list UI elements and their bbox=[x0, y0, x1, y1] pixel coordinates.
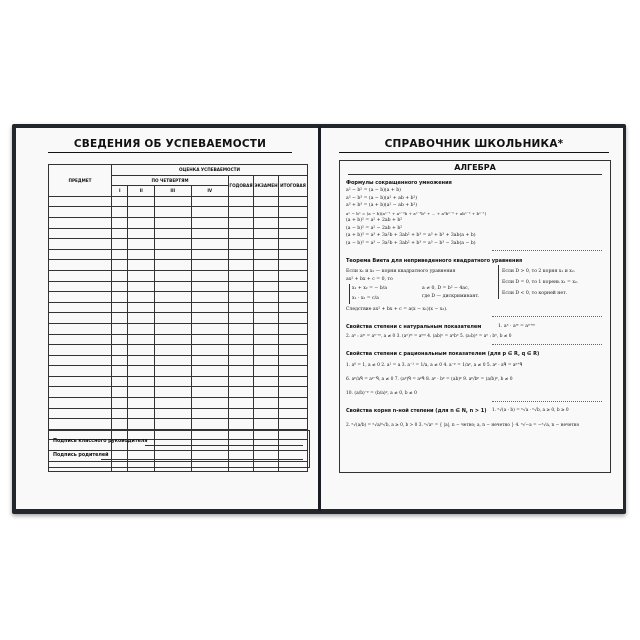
heading-formulas: Формулы сокращенного умножения bbox=[346, 180, 452, 186]
subject-cell[interactable] bbox=[49, 217, 112, 228]
vieta-brace bbox=[349, 284, 350, 304]
grade-cell[interactable] bbox=[128, 345, 155, 356]
col-quarter-1: I bbox=[112, 186, 128, 197]
grade-cell[interactable] bbox=[229, 249, 254, 260]
grade-cell[interactable] bbox=[229, 398, 254, 409]
grade-cell[interactable] bbox=[128, 376, 155, 387]
subject-cell[interactable] bbox=[49, 270, 112, 281]
table-row bbox=[49, 313, 308, 324]
grade-cell[interactable] bbox=[154, 228, 191, 239]
grade-cell[interactable] bbox=[128, 334, 155, 345]
grade-cell[interactable] bbox=[154, 313, 191, 324]
grade-cell[interactable] bbox=[254, 292, 279, 303]
subject-cell[interactable] bbox=[49, 334, 112, 345]
nat-2: 2. aⁿ : aᵐ = aⁿ⁻ᵐ, a ≠ 0 3. (aⁿ)ᵐ = aⁿᵐ 4. (ab)ⁿ = aⁿbⁿ 5. (a:b)ⁿ = aⁿ : bⁿ, b ≠ 0 bbox=[346, 334, 512, 339]
subject-cell[interactable] bbox=[49, 239, 112, 250]
grade-cell[interactable] bbox=[279, 260, 308, 271]
discr-1: Если D > 0, то 2 корня x₁ и x₂. bbox=[502, 269, 576, 274]
grade-cell[interactable] bbox=[191, 239, 228, 250]
subject-cell[interactable] bbox=[49, 419, 112, 430]
formula-4: aⁿ − bⁿ = (a − b)(aⁿ⁻¹ + aⁿ⁻²b + aⁿ⁻³b² + ... + a²bⁿ⁻³ + abⁿ⁻² + bⁿ⁻¹) bbox=[346, 210, 487, 216]
root-2: 2. ⁿ√(a/b) = ⁿ√a/ⁿ√b, a ≥ 0, b > 0 3. ⁿ√aⁿ = { |a|, n − четно; a, n − нечетно } 4. ⁿ√−a = −ⁿ√a, n − нечетно bbox=[346, 423, 580, 428]
rat-1: 1. a⁰ = 1, a ≠ 0 2. a¹ = a 3. a⁻¹ = 1/a, a ≠ 0 4. a⁻ᵖ = 1/aᵖ, a ≠ 0 5. aᵖ · aᑫ = aᵖ⁺ᑫ bbox=[346, 363, 523, 368]
grade-cell[interactable] bbox=[154, 217, 191, 228]
grade-cell[interactable] bbox=[254, 249, 279, 260]
grade-cell[interactable] bbox=[128, 313, 155, 324]
grade-cell[interactable] bbox=[112, 419, 128, 430]
algebra-box bbox=[339, 160, 611, 473]
subject-cell[interactable] bbox=[49, 323, 112, 334]
formula-2: a³ − b³ = (a − b)(a² + ab + b²) bbox=[346, 195, 418, 201]
separator bbox=[492, 316, 602, 317]
grade-cell[interactable] bbox=[154, 419, 191, 430]
grade-cell[interactable] bbox=[254, 260, 279, 271]
grade-cell[interactable] bbox=[112, 239, 128, 250]
vieta-7: Следствие ax² + bx + c = a(x − x₁)(x − x₂). bbox=[346, 307, 448, 312]
grade-cell[interactable] bbox=[128, 419, 155, 430]
discr-3: Если D < 0, то корней нет. bbox=[502, 291, 568, 296]
grade-cell[interactable] bbox=[254, 270, 279, 281]
grade-cell[interactable] bbox=[128, 239, 155, 250]
grade-cell[interactable] bbox=[112, 260, 128, 271]
subject-cell[interactable] bbox=[49, 313, 112, 324]
grade-cell[interactable] bbox=[154, 387, 191, 398]
grade-cell[interactable] bbox=[229, 387, 254, 398]
table-row bbox=[49, 355, 308, 366]
grade-cell[interactable] bbox=[112, 217, 128, 228]
subject-cell[interactable] bbox=[49, 292, 112, 303]
grade-cell[interactable] bbox=[112, 408, 128, 419]
grade-cell[interactable] bbox=[279, 228, 308, 239]
grade-cell[interactable] bbox=[279, 366, 308, 377]
grade-cell[interactable] bbox=[128, 366, 155, 377]
grade-cell[interactable] bbox=[279, 419, 308, 430]
reference-title: СПРАВОЧНИК ШКОЛЬНИКА* bbox=[339, 138, 609, 153]
heading-root: Свойства корня n-ной степени (для n ∈ N, n > 1) bbox=[346, 408, 487, 414]
table-row bbox=[49, 207, 308, 218]
grade-cell[interactable] bbox=[191, 260, 228, 271]
subject-cell[interactable] bbox=[49, 376, 112, 387]
grade-cell[interactable] bbox=[229, 366, 254, 377]
formula-3: a³ + b³ = (a + b)(a² − ab + b²) bbox=[346, 203, 418, 208]
grade-cell[interactable] bbox=[154, 260, 191, 271]
sig-teacher-line[interactable] bbox=[145, 445, 303, 446]
grade-cell[interactable] bbox=[112, 228, 128, 239]
grade-cell[interactable] bbox=[229, 408, 254, 419]
grade-cell[interactable] bbox=[154, 239, 191, 250]
grade-cell[interactable] bbox=[279, 355, 308, 366]
grade-cell[interactable] bbox=[254, 313, 279, 324]
grade-cell[interactable] bbox=[254, 207, 279, 218]
grade-cell[interactable] bbox=[112, 196, 128, 207]
grade-cell[interactable] bbox=[128, 196, 155, 207]
grade-cell[interactable] bbox=[279, 334, 308, 345]
grade-cell[interactable] bbox=[229, 334, 254, 345]
grade-cell[interactable] bbox=[128, 260, 155, 271]
formula-1: a² − b² = (a − b)(a + b) bbox=[346, 188, 401, 193]
table-row bbox=[49, 366, 308, 377]
grade-cell[interactable] bbox=[128, 408, 155, 419]
subject-cell[interactable] bbox=[49, 260, 112, 271]
grade-cell[interactable] bbox=[229, 239, 254, 250]
subject-cell[interactable] bbox=[49, 207, 112, 218]
discr-2: Если D = 0, то 1 корень x₁ = x₂. bbox=[502, 280, 579, 285]
grade-cell[interactable] bbox=[279, 398, 308, 409]
grade-cell[interactable] bbox=[229, 419, 254, 430]
grade-cell[interactable] bbox=[128, 217, 155, 228]
grade-cell[interactable] bbox=[254, 281, 279, 292]
table-row bbox=[49, 387, 308, 398]
separator bbox=[492, 401, 602, 402]
table-row bbox=[49, 270, 308, 281]
grade-cell[interactable] bbox=[154, 281, 191, 292]
subject-cell[interactable] bbox=[49, 387, 112, 398]
rat-2: 6. aᵖ/aᑫ = aᵖ⁻ᑫ, a ≠ 0 7. (aᵖ)ᑫ = aᵖᑫ 8. aᵖ · bᵖ = (ab)ᵖ 9. aᵖ/bᵖ = (a/b)ᵖ, b ≠ 0 bbox=[346, 377, 513, 382]
grade-cell[interactable] bbox=[154, 334, 191, 345]
grade-cell[interactable] bbox=[112, 323, 128, 334]
grade-cell[interactable] bbox=[191, 323, 228, 334]
grade-cell[interactable] bbox=[279, 345, 308, 356]
grade-cell[interactable] bbox=[191, 387, 228, 398]
grade-cell[interactable] bbox=[279, 281, 308, 292]
grade-cell[interactable] bbox=[154, 376, 191, 387]
right-page bbox=[321, 128, 623, 509]
subject-cell[interactable] bbox=[49, 302, 112, 313]
grade-cell[interactable] bbox=[112, 281, 128, 292]
col-year: ГОДОВАЯ bbox=[229, 175, 254, 196]
grade-cell[interactable] bbox=[191, 313, 228, 324]
subject-cell[interactable] bbox=[49, 196, 112, 207]
grade-cell[interactable] bbox=[254, 323, 279, 334]
grade-cell[interactable] bbox=[229, 292, 254, 303]
grade-cell[interactable] bbox=[279, 239, 308, 250]
table-row bbox=[49, 419, 308, 430]
grade-cell[interactable] bbox=[254, 196, 279, 207]
root-1: 1. ⁿ√(a · b) = ⁿ√a · ⁿ√b, a ≥ 0, b ≥ 0 bbox=[492, 408, 569, 413]
grade-cell[interactable] bbox=[254, 376, 279, 387]
grade-cell[interactable] bbox=[254, 228, 279, 239]
table-row bbox=[49, 398, 308, 409]
subject-cell[interactable] bbox=[49, 281, 112, 292]
grade-cell[interactable] bbox=[279, 207, 308, 218]
grade-cell[interactable] bbox=[229, 281, 254, 292]
formula-7: (a + b)³ = a³ + 3a²b + 3ab² + b³ = a³ + b³ + 3ab(a + b) bbox=[346, 233, 476, 238]
grade-cell[interactable] bbox=[279, 387, 308, 398]
grade-cell[interactable] bbox=[112, 207, 128, 218]
separator bbox=[492, 250, 602, 251]
grade-cell[interactable] bbox=[254, 217, 279, 228]
grade-cell[interactable] bbox=[128, 398, 155, 409]
grade-cell[interactable] bbox=[229, 345, 254, 356]
algebra-underline bbox=[348, 174, 602, 175]
grade-cell[interactable] bbox=[254, 345, 279, 356]
grade-cell[interactable] bbox=[191, 419, 228, 430]
grade-cell[interactable] bbox=[154, 408, 191, 419]
table-row bbox=[49, 249, 308, 260]
table-row bbox=[49, 376, 308, 387]
grade-cell[interactable] bbox=[154, 366, 191, 377]
grade-cell[interactable] bbox=[279, 217, 308, 228]
col-quarters: ПО ЧЕТВЕРТЯМ bbox=[112, 175, 229, 186]
grade-cell[interactable] bbox=[154, 355, 191, 366]
grade-cell[interactable] bbox=[279, 196, 308, 207]
grade-cell[interactable] bbox=[254, 239, 279, 250]
grade-cell[interactable] bbox=[279, 408, 308, 419]
grade-cell[interactable] bbox=[112, 366, 128, 377]
vieta-4: a ≠ 0, D = b² − 4ac, bbox=[422, 286, 470, 291]
grade-cell[interactable] bbox=[154, 249, 191, 260]
subject-cell[interactable] bbox=[49, 408, 112, 419]
grade-cell[interactable] bbox=[128, 207, 155, 218]
grade-cell[interactable] bbox=[279, 302, 308, 313]
grades-title: СВЕДЕНИЯ ОБ УСПЕВАЕМОСТИ bbox=[48, 138, 292, 153]
grade-cell[interactable] bbox=[191, 302, 228, 313]
formula-6: (a − b)² = a² − 2ab + b² bbox=[346, 225, 403, 231]
subject-cell[interactable] bbox=[49, 249, 112, 260]
col-quarter-2: II bbox=[128, 186, 155, 197]
grade-cell[interactable] bbox=[112, 398, 128, 409]
grade-cell[interactable] bbox=[128, 302, 155, 313]
grade-cell[interactable] bbox=[229, 196, 254, 207]
table-row bbox=[49, 239, 308, 250]
vieta-5: x₁ · x₂ = c/a bbox=[352, 296, 379, 301]
grade-cell[interactable] bbox=[154, 302, 191, 313]
grade-cell[interactable] bbox=[229, 270, 254, 281]
grade-cell[interactable] bbox=[279, 323, 308, 334]
grade-cell[interactable] bbox=[191, 292, 228, 303]
grade-cell[interactable] bbox=[229, 217, 254, 228]
grade-cell[interactable] bbox=[229, 302, 254, 313]
table-row bbox=[49, 292, 308, 303]
subject-cell[interactable] bbox=[49, 228, 112, 239]
grade-cell[interactable] bbox=[254, 366, 279, 377]
sig-parents-label: Подпись родителей bbox=[53, 453, 109, 458]
table-row bbox=[49, 323, 308, 334]
grade-cell[interactable] bbox=[128, 281, 155, 292]
grade-cell[interactable] bbox=[112, 376, 128, 387]
grade-cell[interactable] bbox=[128, 228, 155, 239]
col-quarter-3: III bbox=[154, 186, 191, 197]
col-final: ИТОГОВАЯ bbox=[279, 175, 308, 196]
grade-cell[interactable] bbox=[191, 366, 228, 377]
grade-cell[interactable] bbox=[279, 313, 308, 324]
subject-cell[interactable] bbox=[49, 366, 112, 377]
grade-cell[interactable] bbox=[191, 334, 228, 345]
vieta-6: где D — дискриминант. bbox=[422, 294, 480, 299]
grade-cell[interactable] bbox=[254, 419, 279, 430]
grade-cell[interactable] bbox=[229, 313, 254, 324]
grade-cell[interactable] bbox=[128, 387, 155, 398]
grade-cell[interactable] bbox=[128, 355, 155, 366]
grade-cell[interactable] bbox=[191, 196, 228, 207]
sig-teacher-label: Подпись классного руководителя bbox=[53, 439, 148, 444]
grade-cell[interactable] bbox=[229, 260, 254, 271]
grade-cell[interactable] bbox=[112, 292, 128, 303]
grade-cell[interactable] bbox=[128, 249, 155, 260]
discr-brace bbox=[498, 265, 499, 299]
grade-cell[interactable] bbox=[229, 228, 254, 239]
table-row bbox=[49, 196, 308, 207]
col-quarter-4: IV bbox=[191, 186, 228, 197]
grade-cell[interactable] bbox=[191, 376, 228, 387]
grade-cell[interactable] bbox=[154, 292, 191, 303]
grade-cell[interactable] bbox=[191, 249, 228, 260]
grade-cell[interactable] bbox=[112, 345, 128, 356]
subject-cell[interactable] bbox=[49, 398, 112, 409]
grade-cell[interactable] bbox=[279, 270, 308, 281]
left-page bbox=[16, 128, 318, 509]
grade-cell[interactable] bbox=[254, 408, 279, 419]
grade-cell[interactable] bbox=[112, 249, 128, 260]
subject-cell[interactable] bbox=[49, 345, 112, 356]
table-row bbox=[49, 345, 308, 356]
grade-cell[interactable] bbox=[154, 196, 191, 207]
grade-cell[interactable] bbox=[112, 387, 128, 398]
grade-cell[interactable] bbox=[254, 334, 279, 345]
signature-box bbox=[48, 430, 310, 468]
grade-cell[interactable] bbox=[191, 270, 228, 281]
grade-cell[interactable] bbox=[191, 217, 228, 228]
grade-cell[interactable] bbox=[112, 302, 128, 313]
grade-cell[interactable] bbox=[154, 398, 191, 409]
grade-cell[interactable] bbox=[154, 207, 191, 218]
col-grades: ОЦЕНКА УСПЕВАЕМОСТИ bbox=[112, 165, 308, 176]
sig-parents-line[interactable] bbox=[101, 459, 303, 460]
grade-cell[interactable] bbox=[154, 345, 191, 356]
table-row bbox=[49, 260, 308, 271]
grade-cell[interactable] bbox=[279, 376, 308, 387]
heading-natural: Свойства степени с натуральным показателем bbox=[346, 324, 482, 330]
formula-8: (a − b)³ = a³ − 3a²b + 3ab² + b³ = a³ − b³ − 3ab(a − b) bbox=[346, 240, 476, 246]
heading-vieta: Теорема Виета для неприведенного квадратного уравнения bbox=[346, 258, 523, 264]
grades-table bbox=[48, 164, 308, 472]
nat-1: 1. aⁿ · aᵐ = aⁿ⁺ᵐ bbox=[498, 324, 536, 329]
grade-cell[interactable] bbox=[254, 398, 279, 409]
subject-cell[interactable] bbox=[49, 355, 112, 366]
separator bbox=[492, 344, 602, 345]
grade-cell[interactable] bbox=[254, 302, 279, 313]
grade-cell[interactable] bbox=[128, 292, 155, 303]
grade-cell[interactable] bbox=[112, 334, 128, 345]
algebra-title: АЛГЕБРА bbox=[454, 163, 496, 172]
grade-cell[interactable] bbox=[112, 270, 128, 281]
grade-cell[interactable] bbox=[229, 207, 254, 218]
grade-cell[interactable] bbox=[191, 355, 228, 366]
grade-cell[interactable] bbox=[191, 398, 228, 409]
grade-cell[interactable] bbox=[229, 376, 254, 387]
grade-cell[interactable] bbox=[128, 270, 155, 281]
grade-cell[interactable] bbox=[279, 249, 308, 260]
rat-3: 10. (a/b)⁻ᵖ = (b/a)ᵖ, a ≠ 0, b ≠ 0 bbox=[346, 391, 417, 396]
grade-cell[interactable] bbox=[191, 228, 228, 239]
grade-cell[interactable] bbox=[154, 270, 191, 281]
vieta-1: Если x₁ и x₂ — корни квадратного уравнения bbox=[346, 269, 456, 274]
table-row bbox=[49, 408, 308, 419]
grade-cell[interactable] bbox=[154, 323, 191, 334]
grade-cell[interactable] bbox=[191, 281, 228, 292]
grade-cell[interactable] bbox=[229, 323, 254, 334]
grade-cell[interactable] bbox=[254, 355, 279, 366]
grade-cell[interactable] bbox=[191, 345, 228, 356]
grade-cell[interactable] bbox=[191, 207, 228, 218]
table-row bbox=[49, 217, 308, 228]
grade-cell[interactable] bbox=[112, 355, 128, 366]
table-row bbox=[49, 228, 308, 239]
grade-cell[interactable] bbox=[112, 313, 128, 324]
col-exam: ЭКЗАМЕН bbox=[254, 175, 279, 196]
table-row bbox=[49, 302, 308, 313]
table-row bbox=[49, 334, 308, 345]
formula-5: (a + b)² = a² + 2ab + b² bbox=[346, 218, 403, 223]
table-row bbox=[49, 281, 308, 292]
vieta-2: ax² + bx + c = 0, то bbox=[346, 277, 393, 282]
grade-cell[interactable] bbox=[128, 323, 155, 334]
col-subject: ПРЕДМЕТ bbox=[49, 165, 112, 197]
grade-cell[interactable] bbox=[279, 292, 308, 303]
vieta-3: x₁ + x₂ = − b/a bbox=[352, 286, 387, 291]
heading-rational: Свойства степени с рациональным показателем (для p ∈ R, q ∈ R) bbox=[346, 351, 540, 357]
grade-cell[interactable] bbox=[229, 355, 254, 366]
grade-cell[interactable] bbox=[191, 408, 228, 419]
grade-cell[interactable] bbox=[254, 387, 279, 398]
